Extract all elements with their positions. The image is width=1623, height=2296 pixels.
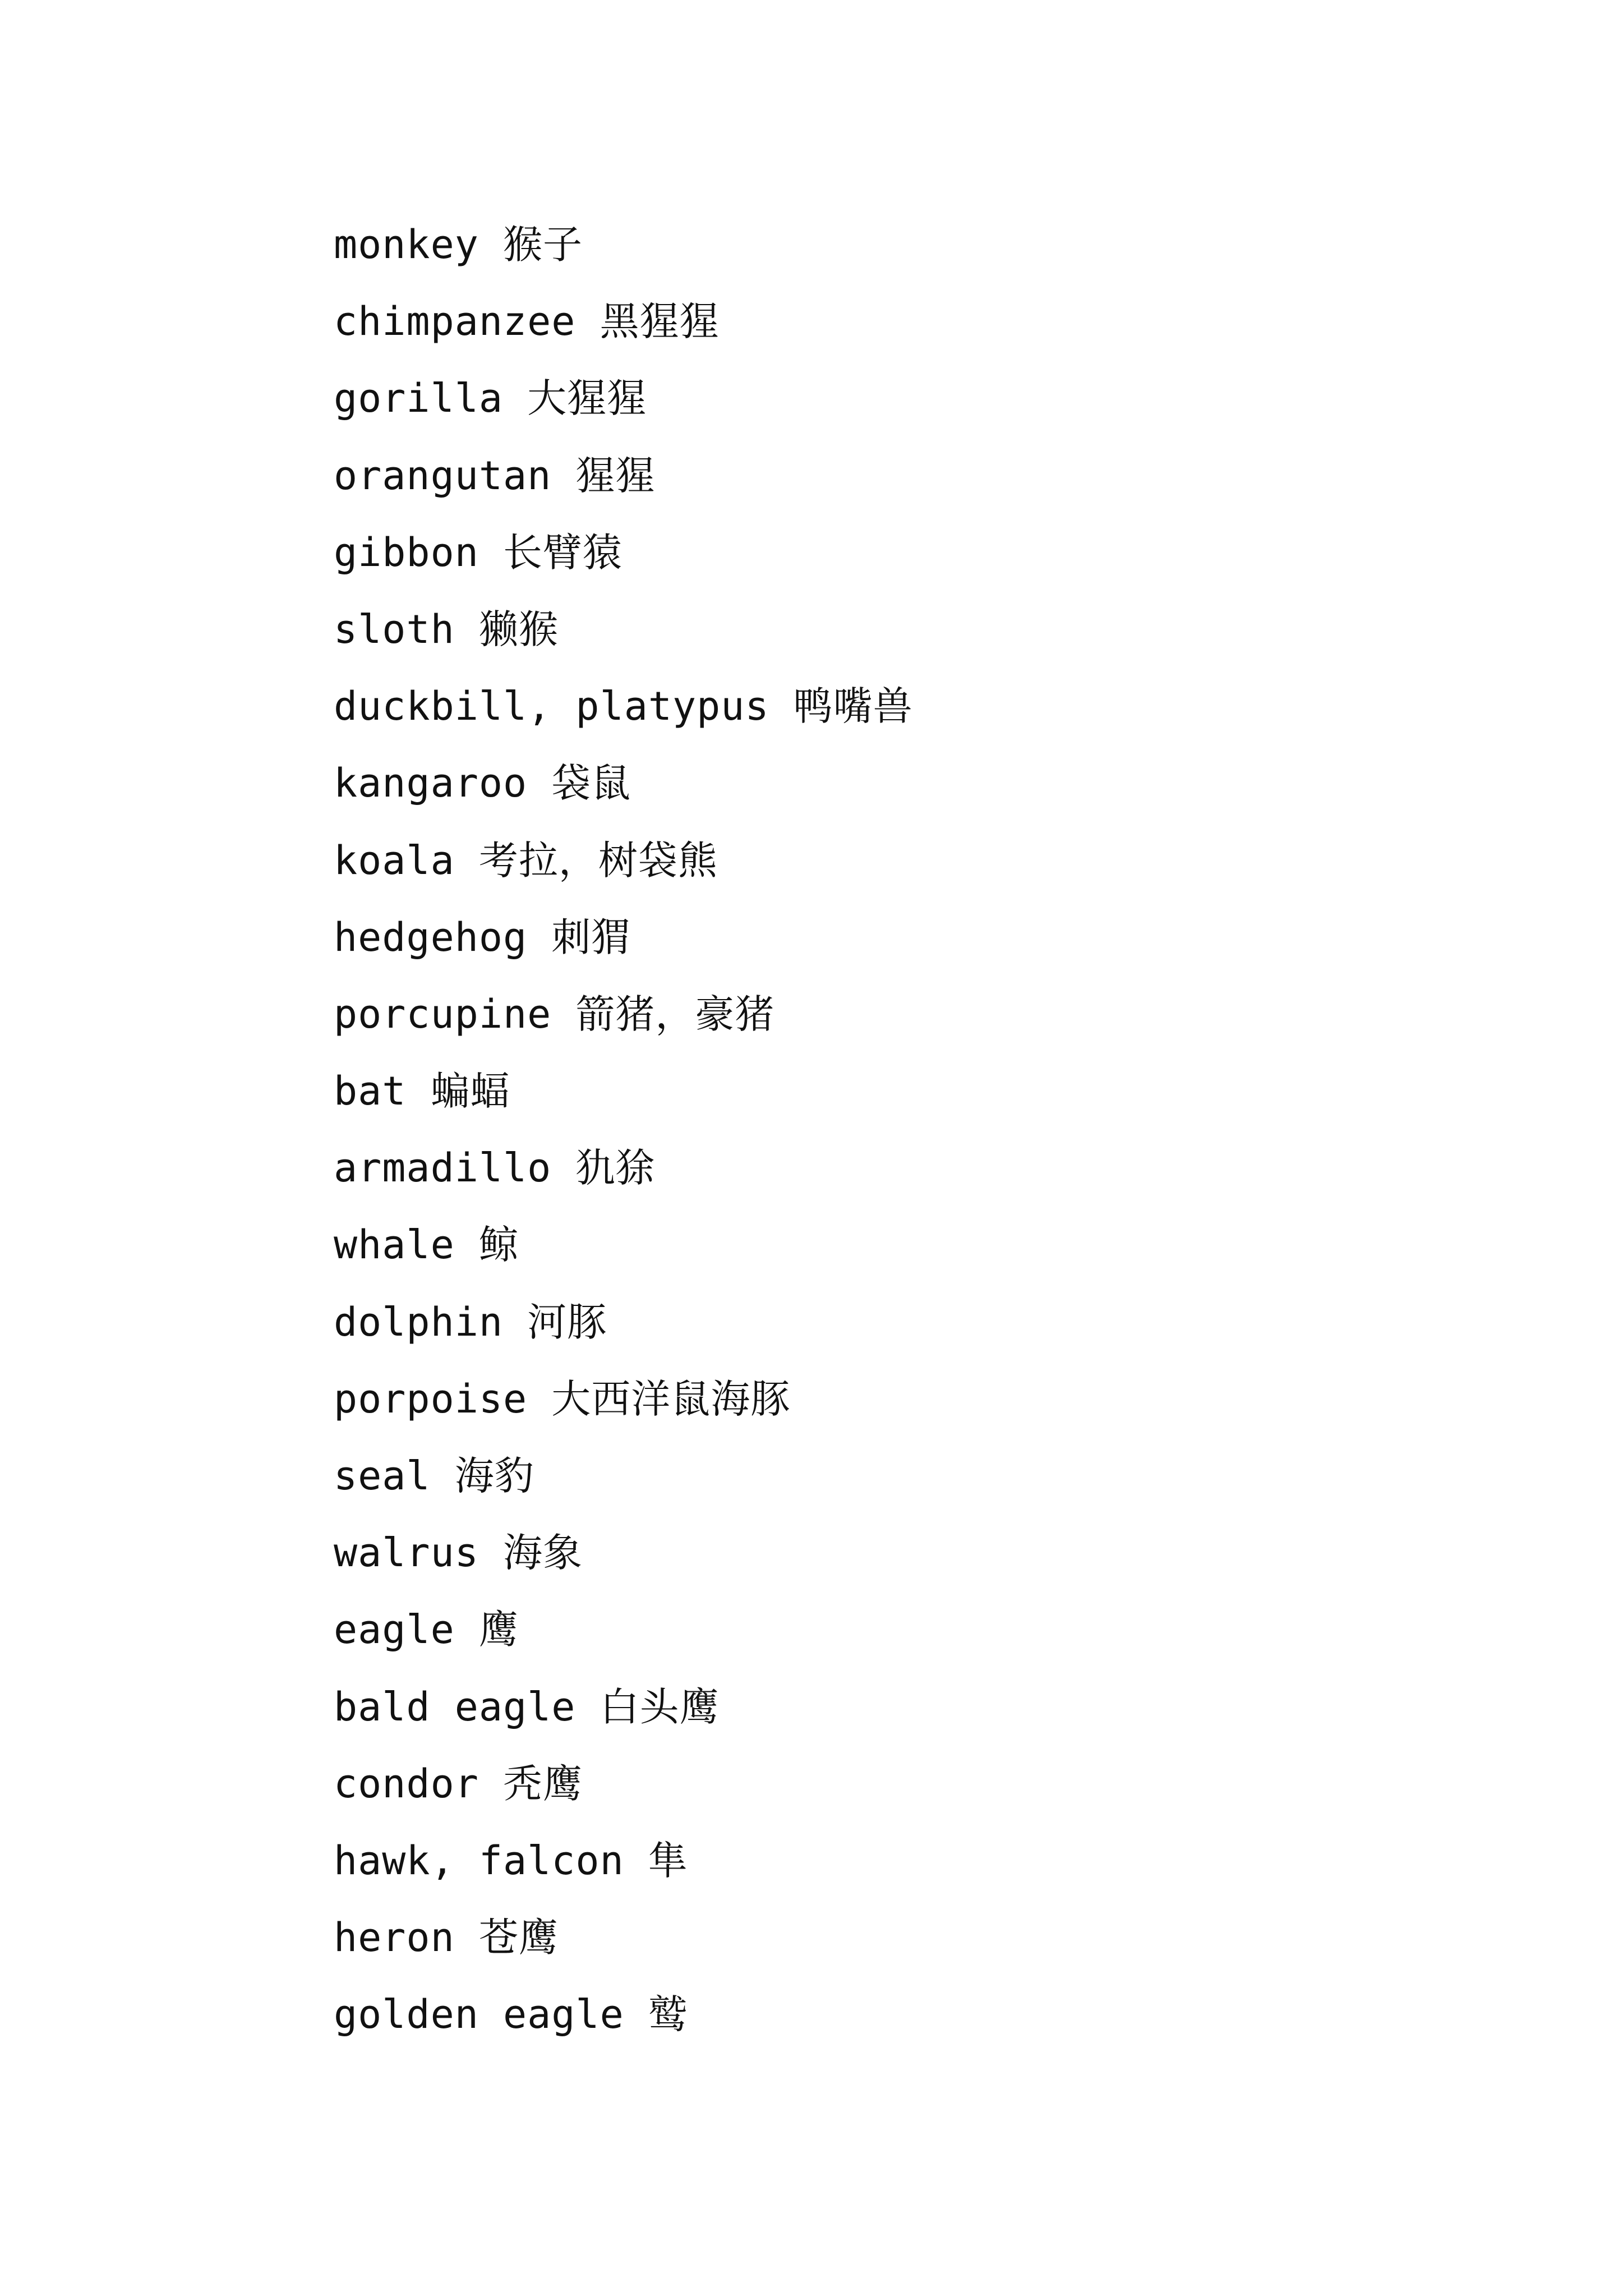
vocabulary-list: [334, 206, 913, 2054]
vocab-entry: porpoise 大西洋鼠海豚: [334, 1375, 791, 1422]
vocab-entry: chimpanzee 黑猩猩: [334, 298, 720, 345]
vocab-entry: condor 秃鹰: [334, 1760, 583, 1807]
vocab-entry: koala 考拉，树袋熊: [334, 837, 718, 884]
vocab-entry: armadillo 犰狳: [334, 1145, 656, 1191]
vocab-entry: dolphin 河豚: [334, 1299, 607, 1345]
vocab-entry: porcupine 箭猪，豪猪: [334, 991, 775, 1037]
vocab-entry: hedgehog 刺猬: [334, 914, 631, 960]
vocab-entry: eagle 鹰: [334, 1607, 519, 1653]
vocab-entry: gorilla 大猩猩: [334, 375, 647, 422]
vocab-entry: bald eagle 白头鹰: [334, 1683, 720, 1730]
vocab-entry: monkey 猴子: [334, 222, 583, 268]
vocab-entry: walrus 海象: [334, 1530, 583, 1576]
vocab-entry: seal 海豹: [334, 1453, 534, 1499]
vocab-entry: hawk, falcon 隼: [334, 1837, 688, 1884]
vocab-entry: orangutan 猩猩: [334, 452, 656, 499]
vocab-entry: heron 苍鹰: [334, 1915, 559, 1961]
vocab-entry: whale 鲸: [334, 1222, 519, 1268]
vocab-entry: gibbon 长臂猿: [334, 529, 623, 576]
vocab-entry: bat 蝙蝠: [334, 1068, 510, 1115]
vocab-entry: kangaroo 袋鼠: [334, 760, 631, 807]
vocab-entry: sloth 獭猴: [334, 606, 559, 652]
vocab-entry: duckbill, platypus 鸭嘴兽: [334, 683, 913, 730]
vocab-entry: golden eagle 鹫: [334, 1991, 688, 2038]
